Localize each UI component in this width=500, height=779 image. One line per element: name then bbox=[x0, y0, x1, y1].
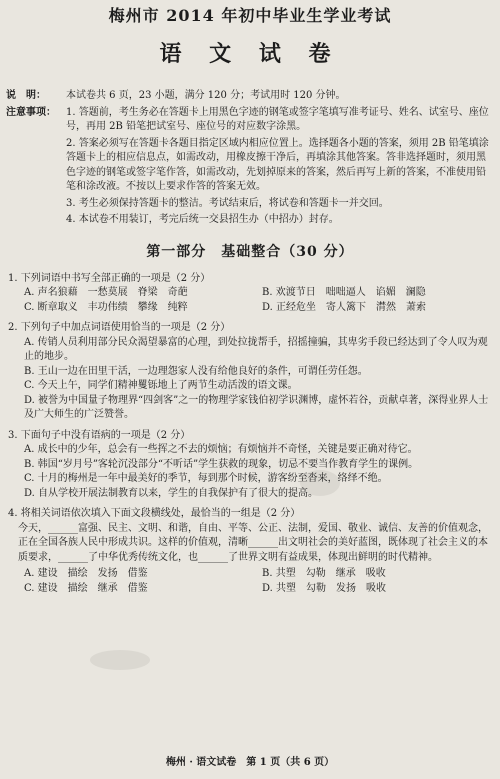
question-stem: 1. 下列词语中书写全部正确的一项是（2 分） bbox=[8, 272, 211, 284]
attention-item: 2. 答案必须写在答题卡各题目指定区域内相应位置上。选择题各小题的答案，须用 2B 铅笔填涂答题卡上的相应信息点，如需改动，用橡皮擦干净后，再填涂其他答案。答非选择题时，须用黑色字迹的钢笔或签字笔作答，如需改动，先划掉原来的答案，然后再写上新的答案，不准使用铅笔和涂改液。不按以上要求作答的答案无效。 bbox=[66, 137, 489, 193]
question-1 bbox=[8, 272, 490, 316]
instructions bbox=[6, 89, 490, 230]
explain-text: 本试卷共 6 页，23 小题，满分 120 分；考试用时 120 分钟。 bbox=[66, 90, 346, 102]
question-options bbox=[24, 336, 490, 423]
attention-items bbox=[66, 106, 490, 230]
option-b: B. 共塑 勾勒 继承 吸收 bbox=[262, 568, 386, 580]
option-a: A. 成长中的少年，总会有一些挥之不去的烦恼；有烦恼并不奇怪，关键是要正确对待它。 bbox=[24, 444, 418, 456]
question-paragraph: 今天，______富强、民主、文明、和谐，自由、平等、公正、法制，爱国、敬业、诚信、友善的价值观念，正在全国各族人民中形成共识。这样的价值观，清晰______出文明社会的美好蓝图，既体现了社会主义的本质要求，______了中华优秀传统文化，也______了世界文明有益成果，体现出鲜明的时代精神。 bbox=[18, 522, 488, 563]
explain-row bbox=[6, 89, 490, 104]
attention-list bbox=[66, 106, 490, 228]
section-heading: 第一部分 基础整合（30 分） bbox=[146, 243, 354, 260]
attention-item: 4. 本试卷不用装订，考完后统一交县招生办（中招办）封存。 bbox=[66, 214, 339, 226]
attention-label: 注意事项： bbox=[6, 106, 56, 118]
question-stem: 3. 下面句子中没有语病的一项是（2 分） bbox=[8, 429, 191, 441]
option-c: C. 建设 描绘 继承 借鉴 bbox=[24, 582, 148, 594]
question-2 bbox=[8, 321, 490, 423]
option-c: C. 十月的梅州是一年中最美好的季节，每到那个时候，游客纷至沓来，络绎不绝。 bbox=[24, 473, 388, 485]
option-b: B. 韩国“岁月号”客轮沉没部分“不听话”学生获救的现象，切忌不要当作教育学生的课例。 bbox=[24, 458, 419, 470]
option-d: D. 共塑 勾勒 发扬 吸收 bbox=[262, 582, 387, 594]
attention-row bbox=[6, 106, 490, 230]
option-d: D. 正经危坐 寄人篱下 潸然 萧索 bbox=[262, 301, 427, 313]
option-c: C. 断章取义 丰功伟绩 攀缘 纯粹 bbox=[24, 301, 188, 313]
option-b: B. 欢渡节日 咄咄逼人 谄媚 澜隐 bbox=[262, 287, 426, 299]
option-a: A. 声名狼藉 一愁莫展 脊梁 奇葩 bbox=[24, 287, 188, 299]
paper-title: 语 文 试 卷 bbox=[159, 41, 341, 68]
question-options bbox=[24, 286, 490, 315]
question-options bbox=[24, 567, 490, 596]
paper-smudge bbox=[90, 650, 150, 670]
option-a: A. 传销人员利用部分民众渴望暴富的心理，到处拉拢帮手，招摇撞骗，其卑劣手段已经达到了令人叹为观止的地步。 bbox=[24, 336, 488, 363]
question-stem: 4. 将相关词语依次填入下面文段横线处，最恰当的一组是（2 分） bbox=[8, 508, 301, 520]
attention-item: 3. 考生必须保持答题卡的整洁。考试结束后，将试卷和答题卡一并交回。 bbox=[66, 197, 389, 209]
explain-label: 说 明： bbox=[6, 90, 46, 102]
exam-title: 梅州市 2014 年初中毕业生学业考试 bbox=[108, 6, 392, 25]
option-d: D. 被誉为中国量子物理界“四剑客”之一的物理学家钱伯初学识渊博，虚怀若谷，贡献卓著，深得业界人士及广大师生的广泛赞誉。 bbox=[24, 394, 489, 421]
option-b: B. 王山一边在田里干活，一边理怨家人没有给他良好的条件，可谓任劳任怨。 bbox=[24, 365, 368, 377]
question-4 bbox=[8, 507, 490, 596]
question-stem: 2. 下列句子中加点词语使用恰当的一项是（2 分） bbox=[8, 322, 231, 334]
option-d: D. 自从学校开展法制教育以来，学生的自我保护有了很大的提高。 bbox=[24, 487, 319, 499]
question-3 bbox=[8, 429, 490, 502]
option-a: A. 建设 描绘 发扬 借鉴 bbox=[24, 568, 148, 580]
paper-smudge bbox=[300, 470, 340, 496]
question-options bbox=[24, 443, 490, 501]
attention-item: 1. 答题前，考生务必在答题卡上用黑色字迹的钢笔或签字笔填写准考证号、姓名、试室号、座位号，再用 2B 铅笔把试室号、座位号的对应数字涂黑。 bbox=[66, 106, 489, 133]
page-footer: 梅州 · 语文试卷 第 1 页（共 6 页） bbox=[165, 757, 335, 768]
option-c: C. 今天上午，同学们精神矍铄地上了两节生动活泼的语文课。 bbox=[24, 380, 298, 392]
